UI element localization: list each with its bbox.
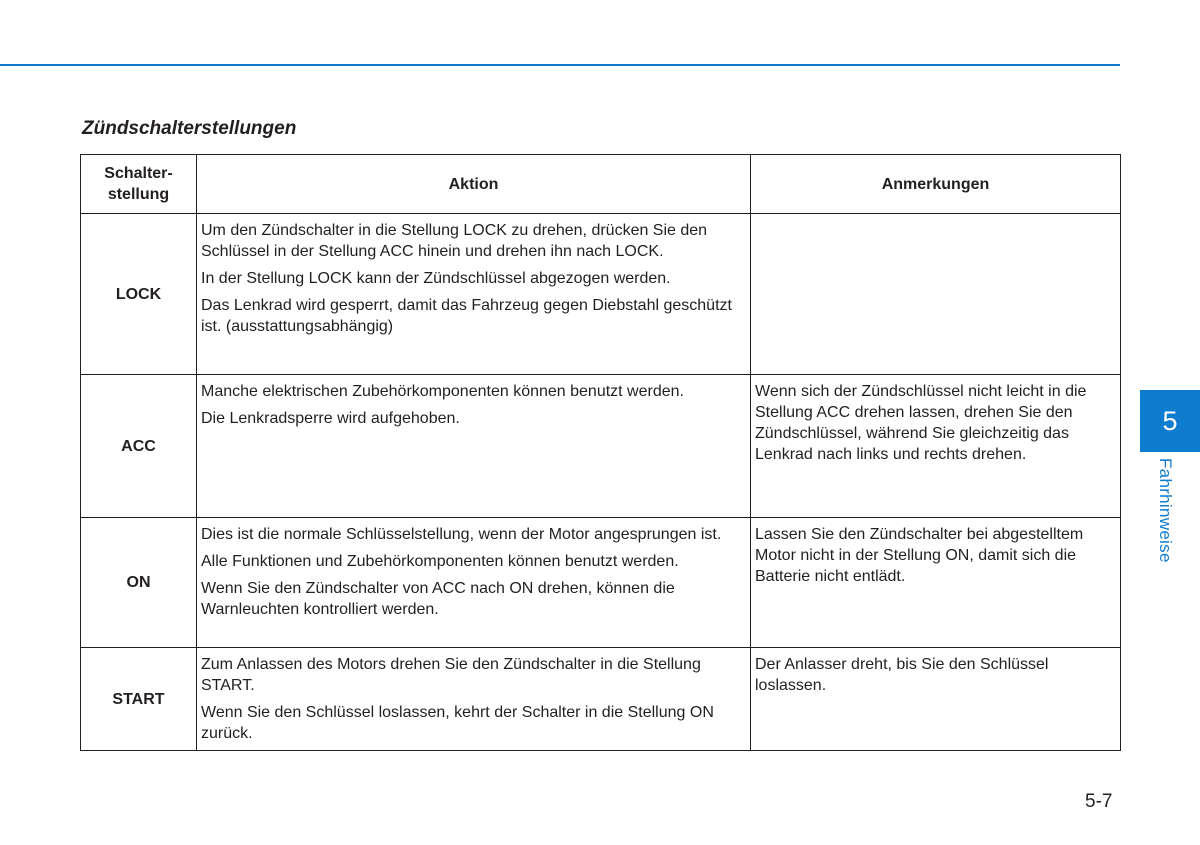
table-row bbox=[81, 375, 1121, 518]
remarks-paragraph: Lassen Sie den Zündschalter bei abgestelltem Motor nicht in der Stellung ON, damit sich die Batterie nicht entlädt. bbox=[755, 526, 1084, 585]
chapter-number-tab: 5 bbox=[1140, 390, 1200, 452]
action-paragraph: Dies ist die normale Schlüsselstellung, wenn der Motor angesprungen ist. bbox=[201, 526, 722, 543]
action-paragraph: Alle Funktionen und Zubehörkomponenten können benutzt werden. bbox=[201, 553, 679, 570]
action-cell bbox=[197, 214, 751, 375]
remarks-cell bbox=[751, 648, 1121, 751]
table-row bbox=[81, 214, 1121, 375]
position-cell: ON bbox=[81, 518, 197, 648]
remarks-cell bbox=[751, 375, 1121, 518]
header-action: Aktion bbox=[197, 155, 751, 214]
action-cell bbox=[197, 375, 751, 518]
header-position-line2: stellung bbox=[107, 186, 170, 203]
remarks-cell bbox=[751, 214, 1121, 375]
remarks-paragraph: Der Anlasser dreht, bis Sie den Schlüssel loslassen. bbox=[755, 656, 1049, 694]
action-paragraph: Um den Zündschalter in die Stellung LOCK zu drehen, drücken Sie den Schlüssel in der Stellung ACC hinein und drehen ihn nach LOCK. bbox=[201, 222, 708, 260]
chapter-name: Fahrhinweise bbox=[1156, 458, 1175, 563]
table-row bbox=[81, 518, 1121, 648]
action-paragraph: Wenn Sie den Schlüssel loslassen, kehrt der Schalter in die Stellung ON zurück. bbox=[201, 704, 714, 742]
header-position-line1: Schalter- bbox=[104, 165, 173, 182]
position-cell: START bbox=[81, 648, 197, 751]
table-header-row bbox=[81, 155, 1121, 214]
remarks-paragraph: Wenn sich der Zündschlüssel nicht leicht in die Stellung ACC drehen lassen, drehen Sie den Zündschlüssel, während Sie gleichzeitig das Lenkrad nach links und rechts drehen. bbox=[755, 383, 1087, 463]
page-number: 5-7 bbox=[1085, 791, 1113, 812]
header-position bbox=[81, 155, 197, 214]
action-paragraph: Wenn Sie den Zündschalter von ACC nach ON drehen, können die Warnleuchten kontrolliert werden. bbox=[201, 580, 675, 618]
action-paragraph: Manche elektrischen Zubehörkomponenten können benutzt werden. bbox=[201, 383, 684, 400]
action-paragraph: Zum Anlassen des Motors drehen Sie den Zündschalter in die Stellung START. bbox=[201, 656, 701, 694]
table-row bbox=[81, 648, 1121, 751]
position-cell: LOCK bbox=[81, 214, 197, 375]
action-cell bbox=[197, 648, 751, 751]
ignition-positions-table bbox=[80, 154, 1121, 751]
action-paragraph: Die Lenkradsperre wird aufgehoben. bbox=[201, 410, 460, 427]
section-title: Zündschalterstellungen bbox=[82, 118, 297, 139]
action-cell bbox=[197, 518, 751, 648]
top-rule bbox=[0, 64, 1120, 66]
header-remarks: Anmerkungen bbox=[751, 155, 1121, 214]
position-cell: ACC bbox=[81, 375, 197, 518]
action-paragraph: Das Lenkrad wird gesperrt, damit das Fahrzeug gegen Diebstahl geschützt ist. (ausstattungsabhängig) bbox=[201, 297, 732, 335]
remarks-cell bbox=[751, 518, 1121, 648]
action-paragraph: In der Stellung LOCK kann der Zündschlüssel abgezogen werden. bbox=[201, 270, 671, 287]
